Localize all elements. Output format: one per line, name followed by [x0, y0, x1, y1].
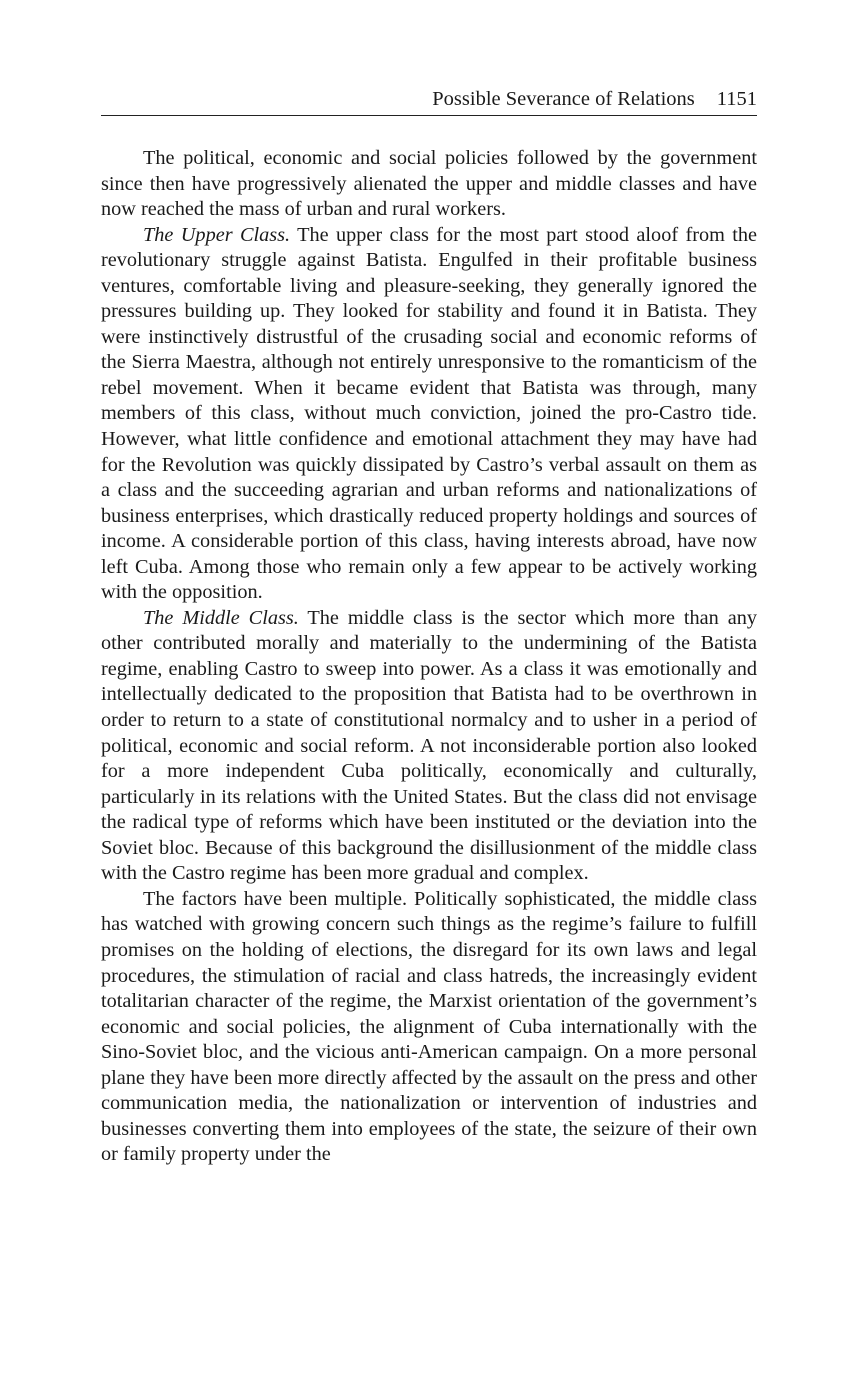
- running-head: [101, 86, 757, 116]
- paragraph-upper-class: [101, 223, 757, 606]
- page-number: 1151: [716, 88, 757, 110]
- paragraph-text: The upper class for the most part stood aloof from the revolutionary struggle against Batista. Engulfed in their profitable business ventures, comfortable living and pleasure-seeking, they generally ignored the pressures building up. They looked for stability and found it in Batista. They were instinctively distrustful of the crusading social and economic reforms of the Sierra Maestra, although not entirely unresponsive to the romanticism of the rebel movement. When it became evident that Batista was through, many members of this class, without much conviction, joined the pro-Castro tide. However, what little confidence and emotional attachment they may have had for the Revolution was quickly dissipated by Castro’s verbal assault on them as a class and the succeeding agrarian and urban reforms and nationalizations of business enterprises, which drastically reduced property holdings and sources of income. A considerable portion of this class, having interests abroad, have now left Cuba. Among those who remain only a few appear to be actively working with the opposition.: [101, 223, 758, 604]
- section-lead-middle-class: The Middle Class.: [143, 606, 299, 629]
- document-page: [101, 86, 757, 1168]
- section-lead-upper-class: The Upper Class.: [143, 223, 291, 246]
- paragraph-text: The middle class is the sector which more than any other contributed morally and materially to the undermining of the Batista regime, enabling Castro to sweep into power. As a class it was emotionally and intellectually dedicated to the proposition that Batista had to be overthrown in order to return to a state of constitutional normalcy and to usher in a period of political, economic and social reform. A not inconsiderable portion also looked for a more independent Cuba politically, economically and culturally, particularly in its relations with the United States. But the class did not envisage the radical type of reforms which have been instituted or the deviation into the Soviet bloc. Because of this background the disillusionment of the middle class with the Castro regime has been more gradual and complex.: [101, 606, 757, 885]
- body-text: [101, 146, 757, 1168]
- paragraph: [101, 146, 757, 223]
- paragraph: [101, 887, 757, 1168]
- paragraph-text: The political, economic and social policies followed by the government since then have progressively alienated the upper and middle classes and have now reached the mass of urban and rural workers.: [101, 147, 757, 221]
- paragraph-text: The factors have been multiple. Politically sophisticated, the middle class has watched with growing concern such things as the regime’s failure to fulfill promises on the holding of elections, the disregard for its own laws and legal procedures, the stimulation of racial and class hatreds, the increasingly evident totalitarian character of the regime, the Marxist orientation of the government’s economic and social policies, the alignment of Cuba internationally with the Sino-Soviet bloc, and the vicious anti-American campaign. On a more personal plane they have been more directly affected by the assault on the press and other communication media, the nationalization or intervention of industries and businesses converting them into employees of the state, the seizure of their own or family property under the: [101, 887, 757, 1166]
- paragraph-middle-class: [101, 606, 757, 887]
- running-head-title: Possible Severance of Relations: [432, 88, 695, 110]
